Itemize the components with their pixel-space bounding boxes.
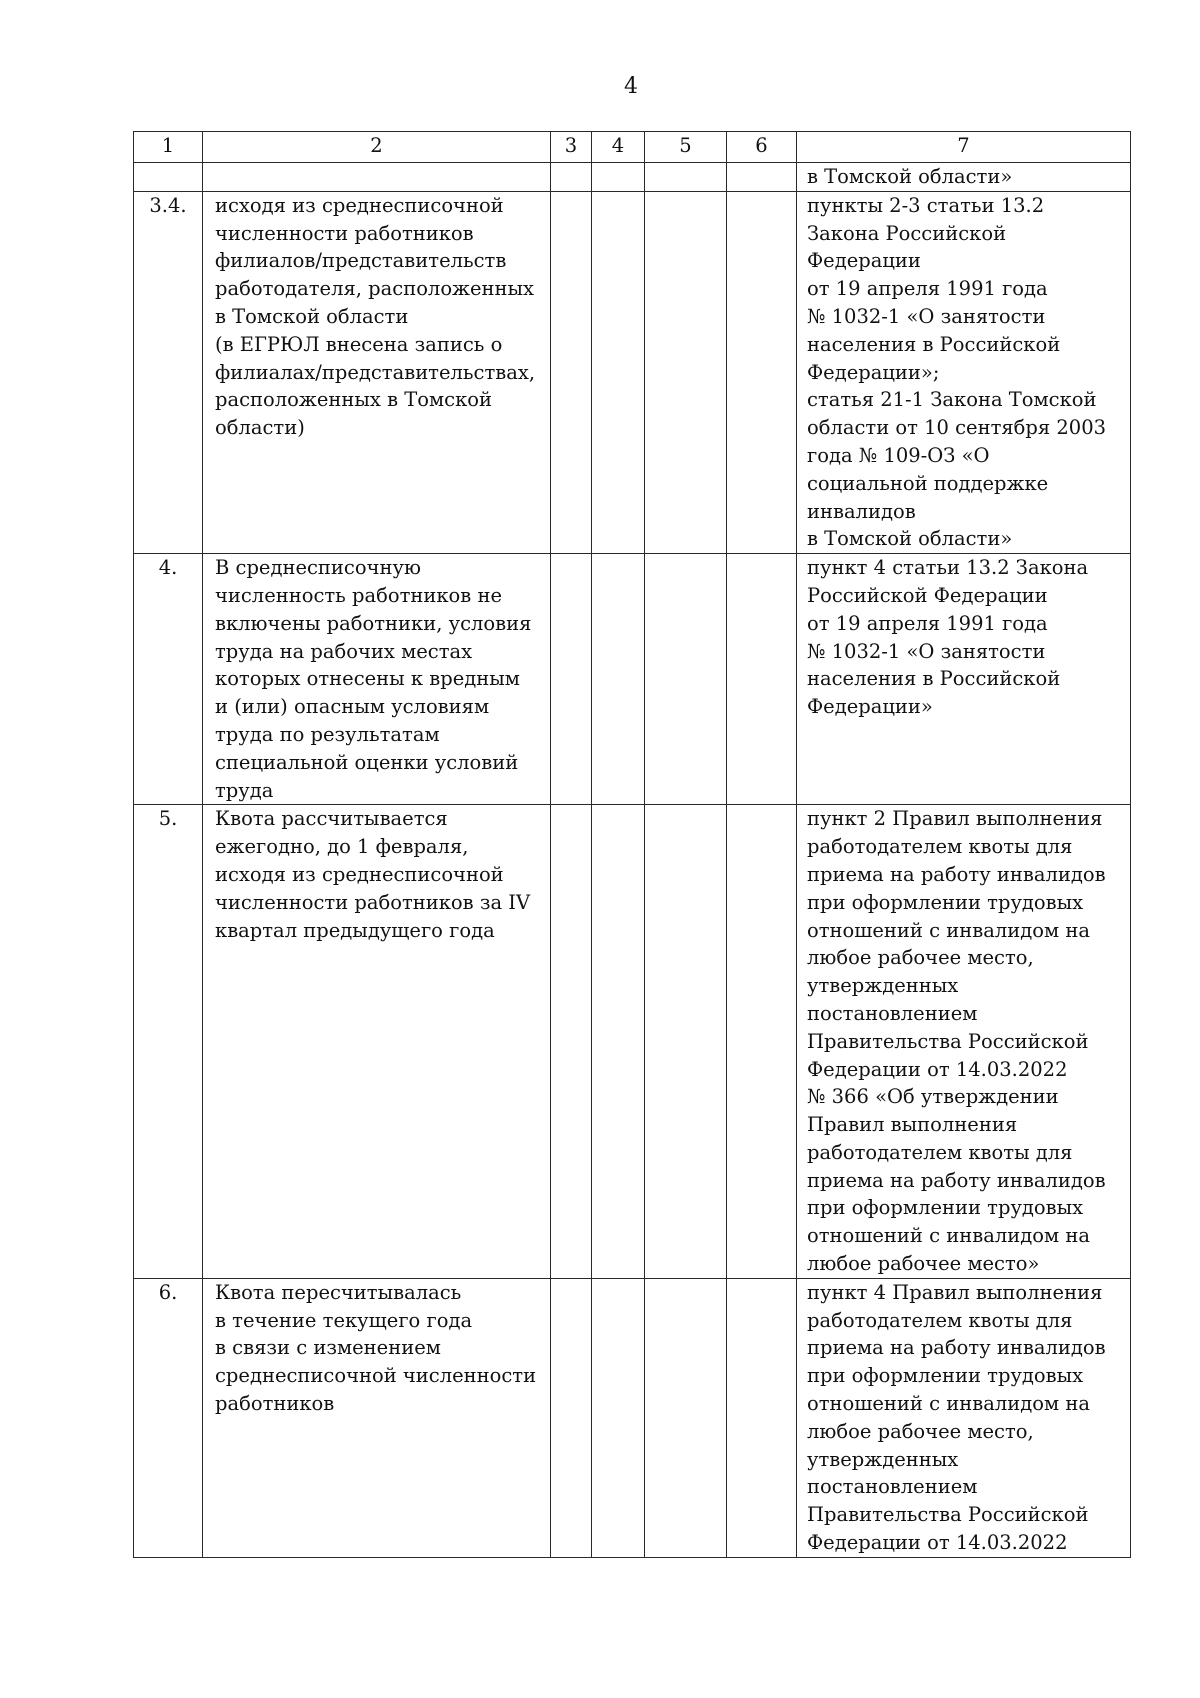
requirement-description (203, 163, 551, 192)
description-line: в Томской области (215, 304, 409, 328)
table-row (134, 191, 1131, 553)
legal-basis-line: Федерации (807, 249, 921, 273)
description-line: и (или) опасным условиям (215, 695, 490, 719)
page-number: 4 (624, 74, 638, 99)
description-line: труда (215, 778, 274, 802)
column-header: 3 (551, 132, 592, 163)
legal-basis-line: приема на работу инвалидов (807, 862, 1106, 886)
legal-basis-line: приема на работу инвалидов (807, 1336, 1106, 1360)
legal-basis-line: Федерации от 14.03.2022 (807, 1531, 1068, 1555)
legal-basis-line: отношений с инвалидом на (807, 1224, 1090, 1248)
legal-basis-line: любое рабочее место, (807, 946, 1034, 970)
answer-cell-col-5 (645, 163, 727, 192)
legal-basis-line: работодателем квоты для (807, 1308, 1073, 1332)
legal-basis-line: пункты 2-3 статьи 13.2 (807, 193, 1045, 217)
legal-basis-line: постановлением (807, 1001, 978, 1025)
description-line: исходя из среднесписочной (215, 193, 504, 217)
answer-cell-col-4 (592, 163, 645, 192)
answer-cell-col-4 (592, 1278, 645, 1557)
column-header: 1 (134, 132, 203, 163)
legal-basis-line: Федерации» (807, 695, 933, 719)
legal-basis-line: Федерации»; (807, 360, 940, 384)
legal-basis-line: при оформлении трудовых (807, 1196, 1084, 1220)
answer-cell-col-6 (727, 805, 797, 1279)
table-header-row (134, 132, 1131, 163)
legal-basis-line: социальной поддержке (807, 471, 1049, 495)
legal-basis-line: № 1032-1 «О занятости (807, 639, 1046, 663)
description-line: ежегодно, до 1 февраля, (215, 835, 469, 859)
row-number: 3.4. (134, 191, 203, 553)
legal-basis (797, 554, 1131, 805)
legal-basis-line: пункт 4 статьи 13.2 Закона (807, 556, 1089, 580)
requirement-description (203, 805, 551, 1279)
requirement-description (203, 554, 551, 805)
row-number: 5. (134, 805, 203, 1279)
description-line: области) (215, 416, 305, 440)
description-line: среднесписочной численности (215, 1364, 537, 1388)
column-header: 4 (592, 132, 645, 163)
column-header: 7 (797, 132, 1131, 163)
answer-cell-col-4 (592, 805, 645, 1279)
answer-cell-col-5 (645, 1278, 727, 1557)
legal-basis-line: постановлением (807, 1475, 978, 1499)
description-line: (в ЕГРЮЛ внесена запись о (215, 332, 503, 356)
answer-cell-col-3 (551, 554, 592, 805)
table-row (134, 554, 1131, 805)
description-line: труда по результатам (215, 722, 440, 746)
legal-basis-line: при оформлении трудовых (807, 890, 1084, 914)
requirement-description (203, 1278, 551, 1557)
description-line: специальной оценки условий (215, 750, 519, 774)
answer-cell-col-4 (592, 554, 645, 805)
answer-cell-col-3 (551, 1278, 592, 1557)
answer-cell-col-5 (645, 191, 727, 553)
legal-basis-line: от 19 апреля 1991 года (807, 611, 1048, 635)
legal-basis-line: области от 10 сентября 2003 (807, 416, 1107, 440)
legal-basis-line: работодателем квоты для (807, 835, 1073, 859)
answer-cell-col-6 (727, 163, 797, 192)
legal-basis-line: года № 109-ОЗ «О (807, 443, 990, 467)
legal-basis-line: Российской Федерации (807, 583, 1048, 607)
requirement-description (203, 191, 551, 553)
row-number (134, 163, 203, 192)
legal-basis-line: № 1032-1 «О занятости (807, 304, 1046, 328)
description-line: работников (215, 1392, 335, 1416)
description-line: труда на рабочих местах (215, 639, 473, 663)
description-line: работодателя, расположенных (215, 277, 535, 301)
legal-basis (797, 805, 1131, 1279)
legal-basis (797, 1278, 1131, 1557)
legal-basis-line: Правил выполнения (807, 1113, 1018, 1137)
table-row (134, 805, 1131, 1279)
description-line: численности работников (215, 221, 474, 245)
description-line: в связи с изменением (215, 1336, 441, 1360)
answer-cell-col-4 (592, 191, 645, 553)
description-line: которых отнесены к вредным (215, 667, 520, 691)
legal-basis (797, 191, 1131, 553)
description-line: численность работников не (215, 583, 503, 607)
legal-basis-line: статья 21-1 Закона Томской (807, 388, 1097, 412)
description-line: численности работников за IV (215, 890, 531, 914)
description-line: филиалах/представительствах, (215, 360, 536, 384)
legal-basis-line: работодателем квоты для (807, 1140, 1073, 1164)
legal-basis-line: Правительства Российской (807, 1503, 1089, 1527)
legal-basis-line: от 19 апреля 1991 года (807, 277, 1048, 301)
legal-basis-line: в Томской области» (807, 165, 1013, 188)
description-line: Квота пересчитывалась (215, 1280, 462, 1304)
answer-cell-col-6 (727, 1278, 797, 1557)
column-header: 6 (727, 132, 797, 163)
answer-cell-col-6 (727, 191, 797, 553)
legal-basis-line: утвержденных (807, 1447, 959, 1471)
row-number: 4. (134, 554, 203, 805)
answer-cell-col-5 (645, 805, 727, 1279)
legal-basis-line: населения в Российской (807, 332, 1061, 356)
legal-basis-line: в Томской области» (807, 527, 1013, 551)
description-line: В среднесписочную (215, 556, 421, 580)
legal-basis-line: пункт 4 Правил выполнения (807, 1280, 1103, 1304)
legal-basis (797, 163, 1131, 192)
checklist-table (133, 131, 1131, 1558)
legal-basis-line: Федерации от 14.03.2022 (807, 1057, 1068, 1081)
legal-basis-line: инвалидов (807, 499, 916, 523)
column-header: 5 (645, 132, 727, 163)
legal-basis-line: любое рабочее место» (807, 1252, 1040, 1276)
legal-basis-line: отношений с инвалидом на (807, 1392, 1090, 1416)
description-line: расположенных в Томской (215, 388, 493, 412)
legal-basis-line: пункт 2 Правил выполнения (807, 807, 1103, 831)
legal-basis-line: Правительства Российской (807, 1029, 1089, 1053)
legal-basis-line: при оформлении трудовых (807, 1364, 1084, 1388)
description-line: квартал предыдущего года (215, 918, 495, 942)
legal-basis-line: населения в Российской (807, 667, 1061, 691)
legal-basis-line: № 366 «Об утверждении (807, 1085, 1059, 1109)
legal-basis-line: Закона Российской (807, 221, 1007, 245)
answer-cell-col-3 (551, 191, 592, 553)
answer-cell-col-6 (727, 554, 797, 805)
column-header: 2 (203, 132, 551, 163)
description-line: в течение текущего года (215, 1308, 473, 1332)
description-line: Квота рассчитывается (215, 807, 448, 831)
answer-cell-col-3 (551, 163, 592, 192)
description-line: филиалов/представительств (215, 249, 507, 273)
description-line: включены работники, условия (215, 611, 532, 635)
row-number: 6. (134, 1278, 203, 1557)
legal-basis-line: утвержденных (807, 974, 959, 998)
description-line: исходя из среднесписочной (215, 862, 504, 886)
table-row (134, 1278, 1131, 1557)
legal-basis-line: отношений с инвалидом на (807, 918, 1090, 942)
table-row (134, 163, 1131, 192)
answer-cell-col-5 (645, 554, 727, 805)
legal-basis-line: приема на работу инвалидов (807, 1168, 1106, 1192)
legal-basis-line: любое рабочее место, (807, 1419, 1034, 1443)
answer-cell-col-3 (551, 805, 592, 1279)
